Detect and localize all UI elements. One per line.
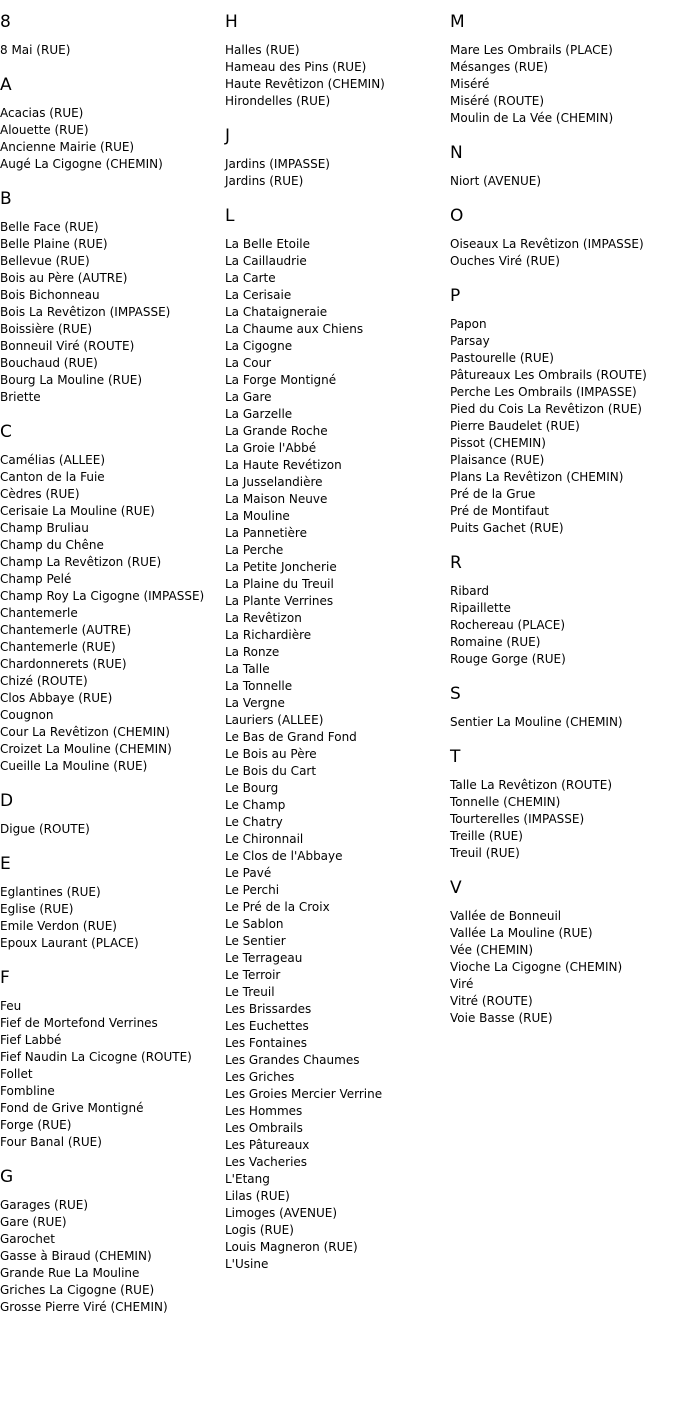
street-name: Fief de Mortefond Verrines — [0, 1016, 158, 1030]
section-letter-heading: 8 — [0, 12, 11, 32]
street-name: Vitré (ROUTE) — [450, 994, 533, 1008]
street-name: Garages (RUE) — [0, 1198, 89, 1212]
street-name: Fief Naudin La Cicogne (ROUTE) — [0, 1050, 192, 1064]
street-name: La Belle Etoile — [225, 237, 311, 251]
street-name: La Ronze — [225, 645, 280, 659]
street-name: Champ du Chêne — [0, 538, 104, 552]
letter-section — [0, 791, 225, 838]
street-name: Plans La Revêtizon (CHEMIN) — [450, 470, 624, 484]
street-name: La Plante Verrines — [225, 594, 334, 608]
street-name: Ripaillette — [450, 601, 511, 615]
street-name: Ancienne Mairie (RUE) — [0, 140, 135, 154]
street-name: Les Brissardes — [225, 1002, 312, 1016]
street-name: Le Terroir — [225, 968, 281, 982]
street-name: Perche Les Ombrails (IMPASSE) — [450, 385, 637, 399]
street-name: Canton de la Fuie — [0, 470, 105, 484]
section-letter-heading: L — [225, 206, 235, 226]
street-name: Le Chatry — [225, 815, 283, 829]
street-name: La Groie l'Abbé — [225, 441, 317, 455]
street-name: Le Pavé — [225, 866, 272, 880]
street-list — [0, 105, 225, 173]
street-name: La Talle — [225, 662, 270, 676]
street-name: Follet — [0, 1067, 33, 1081]
street-name: Les Groies Mercier Verrine — [225, 1087, 383, 1101]
letter-section — [0, 189, 225, 406]
street-name: Clos Abbaye (RUE) — [0, 691, 113, 705]
street-name: Le Perchi — [225, 883, 280, 897]
street-name: Chantemerle (AUTRE) — [0, 623, 132, 637]
letter-section — [450, 286, 675, 537]
street-name: La Chataigneraie — [225, 305, 328, 319]
street-name: La Pannetière — [225, 526, 307, 540]
street-name: La Plaine du Treuil — [225, 577, 334, 591]
street-name: Les Ombrails — [225, 1121, 303, 1135]
street-name: Garochet — [0, 1232, 55, 1246]
street-name: Bois au Père (AUTRE) — [0, 271, 128, 285]
street-name: La Cerisaie — [225, 288, 292, 302]
street-name: Vallée de Bonneuil — [450, 909, 562, 923]
street-name: Les Pâtureaux — [225, 1138, 310, 1152]
street-name: Cèdres (RUE) — [0, 487, 80, 501]
street-name: Chantemerle (RUE) — [0, 640, 116, 654]
street-name: Griches La Cigogne (RUE) — [0, 1283, 155, 1297]
letter-section — [0, 968, 225, 1151]
street-name: Le Bois du Cart — [225, 764, 317, 778]
street-name: Cour La Revêtizon (CHEMIN) — [0, 725, 170, 739]
street-name: Le Bois au Père — [225, 747, 317, 761]
street-name: Bonneuil Viré (ROUTE) — [0, 339, 135, 353]
street-name: Vallée La Mouline (RUE) — [450, 926, 593, 940]
street-name: Mésanges (RUE) — [450, 60, 549, 74]
street-name: Hirondelles (RUE) — [225, 94, 331, 108]
section-letter-heading: R — [450, 553, 462, 573]
street-name: Forge (RUE) — [0, 1118, 72, 1132]
letter-section — [450, 747, 675, 862]
street-name: La Petite Joncherie — [225, 560, 337, 574]
street-name: Chantemerle — [0, 606, 78, 620]
street-name: Treuil (RUE) — [450, 846, 520, 860]
street-name: Oiseaux La Revêtizon (IMPASSE) — [450, 237, 644, 251]
section-letter-heading: B — [0, 189, 12, 209]
street-name: Gare (RUE) — [0, 1215, 67, 1229]
street-name: Pré de Montifaut — [450, 504, 549, 518]
street-name: La Cigogne — [225, 339, 293, 353]
street-name: Le Bourg — [225, 781, 279, 795]
street-name: Niort (AVENUE) — [450, 174, 542, 188]
street-name: Le Clos de l'Abbaye — [225, 849, 343, 863]
street-name: La Revêtizon — [225, 611, 302, 625]
street-name: La Chaume aux Chiens — [225, 322, 364, 336]
street-list — [0, 884, 225, 952]
street-list — [0, 998, 225, 1151]
street-list — [450, 236, 675, 270]
street-name: Le Terrageau — [225, 951, 303, 965]
street-name: Fond de Grive Montigné — [0, 1101, 144, 1115]
street-name: Moulin de La Vée (CHEMIN) — [450, 111, 614, 125]
street-name: Talle La Revêtizon (ROUTE) — [450, 778, 613, 792]
street-name: Papon — [450, 317, 487, 331]
street-name: Feu — [0, 999, 22, 1013]
street-name: Le Sentier — [225, 934, 286, 948]
street-name: La Caillaudrie — [225, 254, 307, 268]
street-list — [450, 908, 675, 1027]
street-name: La Gare — [225, 390, 272, 404]
street-name: La Maison Neuve — [225, 492, 328, 506]
street-name: Cerisaie La Mouline (RUE) — [0, 504, 155, 518]
letter-section — [450, 206, 675, 270]
street-name: La Garzelle — [225, 407, 293, 421]
street-name: Bouchaud (RUE) — [0, 356, 98, 370]
street-name: Champ La Revêtizon (RUE) — [0, 555, 162, 569]
street-name: Epoux Laurant (PLACE) — [0, 936, 139, 950]
street-name: Ribard — [450, 584, 489, 598]
street-name: Bois La Revêtizon (IMPASSE) — [0, 305, 171, 319]
street-name: Halles (RUE) — [225, 43, 300, 57]
street-name: Fombline — [0, 1084, 55, 1098]
street-name: Belle Face (RUE) — [0, 220, 99, 234]
street-name: Gasse à Biraud (CHEMIN) — [0, 1249, 152, 1263]
letter-section — [0, 12, 225, 59]
street-list — [225, 236, 450, 1273]
street-list — [0, 821, 225, 838]
street-name: L'Usine — [225, 1257, 269, 1271]
street-name: Louis Magneron (RUE) — [225, 1240, 358, 1254]
street-name: Lilas (RUE) — [225, 1189, 290, 1203]
street-name: L'Etang — [225, 1172, 270, 1186]
street-list — [450, 316, 675, 537]
street-name: Les Euchettes — [225, 1019, 309, 1033]
street-name: Miséré (ROUTE) — [450, 94, 545, 108]
section-letter-heading: M — [450, 12, 465, 32]
street-name: Pastourelle (RUE) — [450, 351, 554, 365]
street-name: La Mouline — [225, 509, 290, 523]
section-letter-heading: A — [0, 75, 12, 95]
street-name: Briette — [0, 390, 41, 404]
street-name: Parsay — [450, 334, 490, 348]
section-letter-heading: C — [0, 422, 12, 442]
street-name: Voie Basse (RUE) — [450, 1011, 553, 1025]
street-name: Limoges (AVENUE) — [225, 1206, 338, 1220]
street-name: Pierre Baudelet (RUE) — [450, 419, 580, 433]
street-list — [450, 714, 675, 731]
street-list — [0, 452, 225, 775]
street-index-column-1 — [0, 0, 225, 1316]
street-name: Logis (RUE) — [225, 1223, 294, 1237]
street-list — [225, 42, 450, 110]
street-name: Le Chironnail — [225, 832, 304, 846]
street-name: La Vergne — [225, 696, 285, 710]
letter-section — [225, 126, 450, 190]
street-name: Alouette (RUE) — [0, 123, 89, 137]
street-name: Chardonnerets (RUE) — [0, 657, 127, 671]
street-name: Eglise (RUE) — [0, 902, 74, 916]
section-letter-heading: G — [0, 1167, 14, 1187]
street-list — [0, 1197, 225, 1316]
street-name: Puits Gachet (RUE) — [450, 521, 564, 535]
section-letter-heading: N — [450, 143, 463, 163]
letter-section — [450, 143, 675, 190]
street-name: Les Griches — [225, 1070, 295, 1084]
street-name: Tonnelle (CHEMIN) — [450, 795, 561, 809]
street-name: La Cour — [225, 356, 272, 370]
letter-section — [450, 684, 675, 731]
street-name: La Grande Roche — [225, 424, 328, 438]
section-letter-heading: H — [225, 12, 238, 32]
street-name: Mare Les Ombrails (PLACE) — [450, 43, 613, 57]
letter-section — [0, 1167, 225, 1316]
street-name: Pied du Cois La Revêtizon (RUE) — [450, 402, 642, 416]
street-list — [225, 156, 450, 190]
street-index-column-2 — [225, 0, 450, 1273]
section-letter-heading: E — [0, 854, 11, 874]
street-name: Cueille La Mouline (RUE) — [0, 759, 148, 773]
street-name: Le Bas de Grand Fond — [225, 730, 357, 744]
street-name: Ouches Viré (RUE) — [450, 254, 560, 268]
street-name: Le Treuil — [225, 985, 275, 999]
street-name: Acacias (RUE) — [0, 106, 84, 120]
street-name: Augé La Cigogne (CHEMIN) — [0, 157, 163, 171]
street-name: Emile Verdon (RUE) — [0, 919, 117, 933]
street-name: La Tonnelle — [225, 679, 293, 693]
street-name: Lauriers (ALLEE) — [225, 713, 324, 727]
section-letter-heading: S — [450, 684, 461, 704]
street-name: Romaine (RUE) — [450, 635, 541, 649]
street-name: Hameau des Pins (RUE) — [225, 60, 367, 74]
street-list — [0, 42, 225, 59]
letter-section — [450, 878, 675, 1027]
street-name: Pré de la Grue — [450, 487, 536, 501]
section-letter-heading: J — [225, 126, 231, 146]
section-letter-heading: V — [450, 878, 462, 898]
street-name: Pissot (CHEMIN) — [450, 436, 546, 450]
street-name: Sentier La Mouline (CHEMIN) — [450, 715, 623, 729]
street-name: Chizé (ROUTE) — [0, 674, 88, 688]
street-name: Viré — [450, 977, 474, 991]
street-name: Champ Roy La Cigogne (IMPASSE) — [0, 589, 205, 603]
section-letter-heading: D — [0, 791, 14, 811]
street-name: La Richardière — [225, 628, 312, 642]
street-name: Le Champ — [225, 798, 286, 812]
street-list — [450, 173, 675, 190]
street-name: Rochereau (PLACE) — [450, 618, 566, 632]
street-name: Les Vacheries — [225, 1155, 308, 1169]
street-name: Belle Plaine (RUE) — [0, 237, 108, 251]
street-name: Les Hommes — [225, 1104, 303, 1118]
street-name: Jardins (IMPASSE) — [225, 157, 330, 171]
letter-section — [0, 854, 225, 952]
street-name: Tourterelles (IMPASSE) — [450, 812, 585, 826]
street-name: Jardins (RUE) — [225, 174, 304, 188]
section-letter-heading: F — [0, 968, 10, 988]
street-name: Grande Rue La Mouline — [0, 1266, 140, 1280]
street-name: Cougnon — [0, 708, 54, 722]
street-list — [0, 219, 225, 406]
street-name: La Haute Revétizon — [225, 458, 342, 472]
street-name: Bois Bichonneau — [0, 288, 100, 302]
street-name: Camélias (ALLEE) — [0, 453, 105, 467]
street-name: La Perche — [225, 543, 284, 557]
street-name: Le Sablon — [225, 917, 284, 931]
letter-section — [0, 75, 225, 173]
street-name: Eglantines (RUE) — [0, 885, 101, 899]
street-list — [450, 777, 675, 862]
street-name: Les Fontaines — [225, 1036, 307, 1050]
street-list — [450, 583, 675, 668]
street-name: Vée (CHEMIN) — [450, 943, 534, 957]
section-letter-heading: P — [450, 286, 461, 306]
street-list — [450, 42, 675, 127]
street-name: Fief Labbé — [0, 1033, 62, 1047]
letter-section — [450, 12, 675, 127]
street-name: Four Banal (RUE) — [0, 1135, 102, 1149]
street-name: Rouge Gorge (RUE) — [450, 652, 566, 666]
street-name: Grosse Pierre Viré (CHEMIN) — [0, 1300, 168, 1314]
letter-section — [225, 206, 450, 1273]
street-name: Les Grandes Chaumes — [225, 1053, 360, 1067]
street-name: La Forge Montigné — [225, 373, 337, 387]
street-name: La Jusselandière — [225, 475, 323, 489]
street-name: Pâtureaux Les Ombrails (ROUTE) — [450, 368, 647, 382]
street-name: Croizet La Mouline (CHEMIN) — [0, 742, 172, 756]
street-name: 8 Mai (RUE) — [0, 43, 71, 57]
street-name: Bellevue (RUE) — [0, 254, 90, 268]
street-name: Vioche La Cigogne (CHEMIN) — [450, 960, 623, 974]
street-name: Plaisance (RUE) — [450, 453, 545, 467]
street-name: Digue (ROUTE) — [0, 822, 90, 836]
street-name: Miséré — [450, 77, 490, 91]
street-name: Le Pré de la Croix — [225, 900, 330, 914]
section-letter-heading: O — [450, 206, 464, 226]
street-name: Haute Revêtizon (CHEMIN) — [225, 77, 385, 91]
letter-section — [225, 12, 450, 110]
letter-section — [450, 553, 675, 668]
street-name: Treille (RUE) — [450, 829, 523, 843]
street-name: Boissière (RUE) — [0, 322, 93, 336]
section-letter-heading: T — [450, 747, 461, 767]
letter-section — [0, 422, 225, 775]
street-name: La Carte — [225, 271, 276, 285]
street-name: Champ Pelé — [0, 572, 72, 586]
street-name: Champ Bruliau — [0, 521, 89, 535]
street-name: Bourg La Mouline (RUE) — [0, 373, 143, 387]
street-index-column-3 — [450, 0, 675, 1027]
